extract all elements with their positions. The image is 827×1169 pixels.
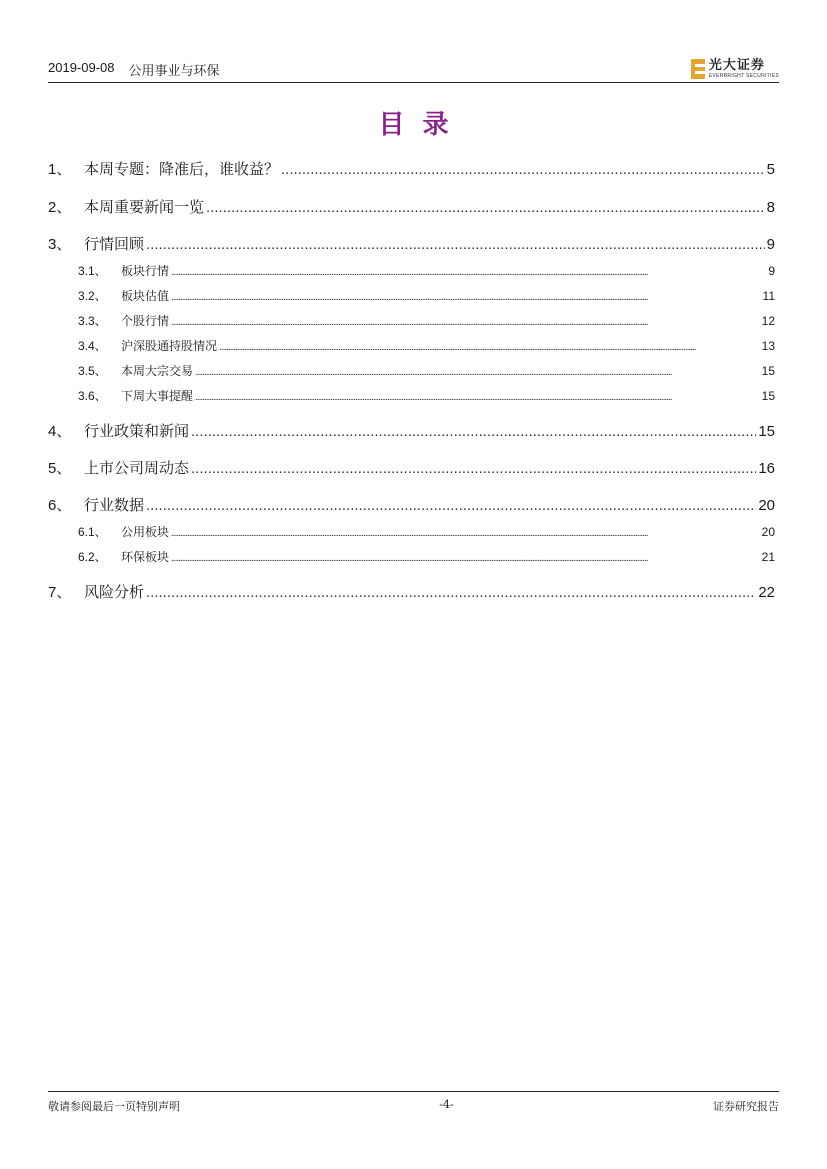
toc-subentry[interactable]: 6.2、 环保板块 ..... 21 (48, 548, 775, 565)
toc-subentry[interactable]: 3.6、 下周大事提醒 ..... 15 (48, 387, 775, 404)
logo-mark-icon (691, 59, 705, 79)
report-type: 证券研究报告 (713, 1100, 779, 1113)
toc-entry[interactable]: 1、 本周专题：降准后，谁收益？ ..... 5 (48, 158, 775, 179)
toc-entry[interactable]: 4、 行业政策和新闻 ..... 15 (48, 420, 775, 441)
disclaimer-note: 敬请参阅最后一页特别声明 (48, 1100, 180, 1113)
sector-name: 公用事业与环保 (128, 63, 220, 78)
page-number: -4- (439, 1098, 454, 1111)
toc-subentry[interactable]: 3.5、 本周大宗交易 ..... 15 (48, 362, 775, 379)
toc-entry[interactable]: 3、 行情回顾 ..... 9 (48, 233, 775, 254)
toc-entry[interactable]: 5、 上市公司周动态 ..... 16 (48, 457, 775, 478)
report-date: 2019-09-08 (48, 60, 115, 75)
toc-entry[interactable]: 6、 行业数据 ..... 20 (48, 494, 775, 515)
logo-en: EVERBRIGHT SECURITIES (708, 73, 779, 79)
page-footer (48, 1091, 779, 1114)
toc-subentry[interactable]: 6.1、 公用板块 ..... 20 (48, 523, 775, 540)
toc-subentry[interactable]: 3.1、 板块行情 ..... 9 (48, 262, 775, 279)
toc-subentry[interactable]: 3.4、 沪深股通持股情况 ..... 13 (48, 337, 775, 354)
toc-entry[interactable]: 7、 风险分析 ..... 22 (48, 581, 775, 602)
toc-title: 目录 (378, 110, 467, 140)
toc-subentry[interactable]: 3.2、 板块估值 ..... 11 (48, 287, 775, 304)
toc-subentry[interactable]: 3.3、 个股行情 ..... 12 (48, 312, 775, 329)
page-header (48, 52, 779, 83)
everbright-logo (691, 59, 779, 82)
toc-entry[interactable]: 2、 本周重要新闻一览 ..... 8 (48, 196, 775, 217)
header-info (48, 60, 220, 82)
logo-cn: 光大证券 (708, 58, 765, 73)
